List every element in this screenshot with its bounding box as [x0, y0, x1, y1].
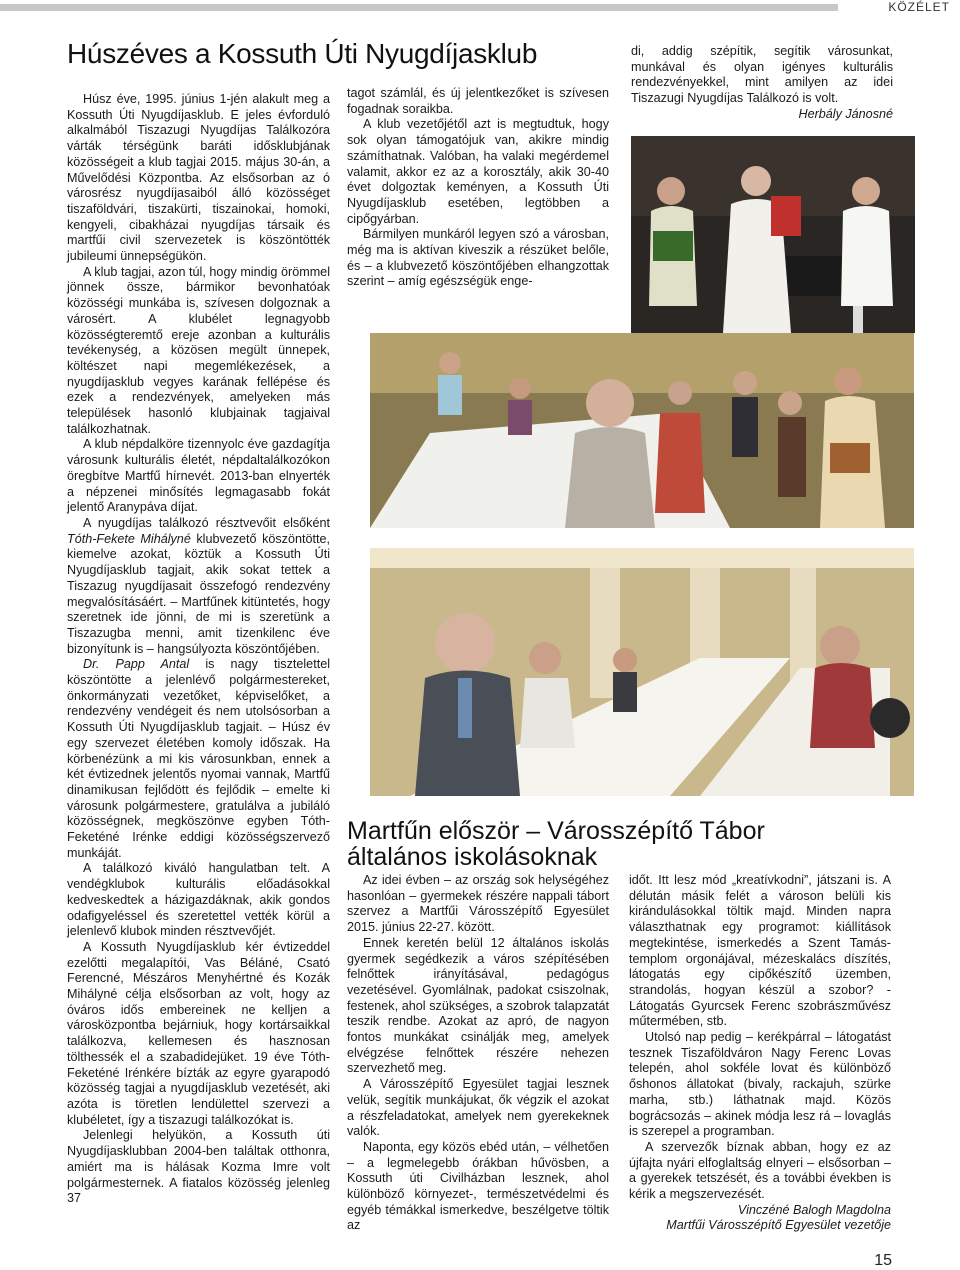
paragraph: Bármilyen munkáról legyen szó a városban, még ma is aktívan kiveszik a részüket belőle, és – a klubvezető köszöntőjében elhangzottak szerint – amíg egészségük enge-: [347, 227, 609, 289]
photo-stage-greeting: [631, 136, 915, 333]
paragraph: Az idei évben – az ország sok helységéhez hasonlóan – gyermekek részére nappali tábort szervez a Martfűi Városszépítő Egyesület 2015. június 22-27. között.: [347, 873, 609, 935]
paragraph: A nyugdíjas találkozó résztvevőit elsőként Tóth-Fekete Mihályné klubvezető köszöntötte, kiemelve azokat, köztük a Kossuth Úti Nyugdíjasklub tagjait, akik sokat tettek a Tiszazug nyugdíjasait összefogó rendezvény megvalósításáért. – Martfűnek kitüntetés, hogy szeretnek ide jönni, de mi is szeretünk a Tiszazugba menni, amit tizenkilenc éve bizonyítunk is – hangsúlyozta köszöntőjében.: [67, 515, 330, 656]
paragraph: A Városszépítő Egyesület tagjai lesznek velük, segítik munkájukat, ők végzik el azokat a részfeladatokat, amelyek nem gyerekeknek valók.: [347, 1077, 609, 1139]
author-role: Martfűi Városszépítő Egyesület vezetője: [666, 1218, 891, 1233]
paragraph: A klub vezetőjétől azt is megtudtuk, hogy sok olyan támogatójuk van, akikre mindig számíthatnak. Valóban, ha valaki megérdemel valamit, akkor ez az a korosztály, akik 30-40 évet dolgoztak keményen, a Kossuth Úti Nyugdíjasklub esetében, legtöbben a cipőgyárban.: [347, 117, 609, 226]
paragraph: tagot számlál, és új jelentkezőket is szívesen fogadnak soraikba.: [347, 86, 609, 116]
paragraph: Húsz éve, 1995. június 1-jén alakult meg a Kossuth Úti Nyugdíjasklub. E jeles évforduló alkalmából Tiszazugi Nyugdíjas Találkozóra várták térségünk baráti idősklubjának közösségeit a klub tagjai 2015. május 30-án, a Művelődési Központba. Az elsősorban az ó városrész nyugdíjasaiból álló közösséget tiszaföldvári, tiszakürti, tiszainokai, homoki, kengyeli, cibakházai nyugdíjas társaik és martfűi civil szervezetek is köszöntötték jubileumi ünnepségükön.: [67, 92, 330, 264]
author-signature: Herbály Jánosné: [798, 106, 893, 121]
photo-audience: [370, 333, 914, 528]
paragraph: Jelenlegi helyükön, a Kossuth úti Nyugdíjasklubban 2004-ben találtak otthonra, amiért ma is hálásak Kozma Imre volt polgármesternek. A fiatalos közösség jelenleg 37: [67, 1128, 330, 1206]
article-title-2: Martfűn először – Városszépítő Tábor általános iskolásoknak: [347, 817, 765, 871]
article-2-column-2: [629, 873, 891, 1234]
paragraph: Naponta, egy közös ebéd után, – vélhetően – a legmelegebb órákban hűvösben, a Kossuth úti Civilházban lesznek, ahol különböző környezet-, természetvédelmi és egyéb témákkal ismerkedve, beszélgetve töltik az: [347, 1139, 609, 1233]
paragraph: A klub népdalköre tizennyolc éve gazdagítja városunk kulturális életét, népdaltalálkozókon öregbítve Martfű hírnevét. 2013-ban elnyerték a népzenei minősítés legmagasabb fokát jelentő Aranypáva díjat.: [67, 437, 330, 515]
paragraph: di, addig szépítik, segítik városunkat, munkával és olyan igényes kulturális rendezvényekkel, mint amilyen az idei Tiszazugi Nyugdíjas Találkozó is volt.: [631, 44, 893, 106]
header-rule: [0, 4, 838, 11]
article-column-1: [67, 92, 330, 1207]
article-2-column-1: [347, 873, 609, 1234]
paragraph: A Kossuth Nyugdíjasklub kér évtizeddel ezelőtti megalapítói, Vas Béláné, Csató Ferencné, Mészáros Menyhértné és Kozák Mihályné célja elsősorban az volt, hogy az óváros idős embereinek ne kelljen a városközpontba bejárniuk, hogy kortársaikkal találkozva, kellemesen és hasznosan tölthessék el a szabadidejüket. 19 éve Tóth-Feketéné Irénkére bízták az egyre gyarapodó közösség tagjai a nyugdíjasklub vezetését, aki azóta is töretlen lendülettel szervezi a klubéletet, így a tiszazugi találkozókat is.: [67, 939, 330, 1127]
article-title: Húszéves a Kossuth Úti Nyugdíjasklub: [67, 38, 538, 69]
article-column-3: [631, 44, 893, 123]
photo-banquet: [370, 548, 914, 796]
paragraph: A találkozó kiváló hangulatban telt. A vendégklubok kulturális előadásokkal kedveskedtek a házigazdáknak, akik gondos odafigyeléssel és szeretettel vették körül a jelenlevő klubok minden résztvevőjét.: [67, 861, 330, 939]
author-signature: Vinczéné Balogh Magdolna: [737, 1202, 891, 1217]
page-number: 15: [874, 1252, 892, 1269]
paragraph: A szervezők bíznak abban, hogy ez az újfajta nyári elfoglaltság elnyeri – elsősorban – a gyerekek tetszését, és a további években is kérik a megszervezését.: [629, 1139, 891, 1202]
person-name: Dr. Papp Antal: [83, 657, 190, 672]
paragraph: időt. Itt lesz mód „kreatívkodni”, játszani is. A délután másik felét a városon belüli kis kirándulásokkal töltik majd. Minden napra választhatnak egy programot: kiállítások megtekintése, ismerkedés a Szent Tamás-templom orgonájával, mézeskalács díszítés, látogatás egy cipőkészítő üzemben, strandolás, hogyan készül a szobor? - Látogatás Gyurcsek Ferenc szobrászművész műtermében, stb.: [629, 873, 891, 1029]
paragraph: Dr. Papp Antal is nagy tisztelettel köszöntötte a jelenlévő polgármestereket, önkormányzati vezetőket, képviselőket, a rendezvény vendégeit és nem utolsósorban a Kossuth Úti Nyugdíjasklub tagjait. – Húsz év egy szervezet életében komoly időszak. Ha körbenézünk a mi kis városunkban, ennek a két évtizednek jelentős nyomai vannak, Martfű dinamikusan fejlődött és fejlődik – emelte ki városunk polgármestere, gratulálva a jubiláló közösségnek, megköszönve egyben Tóth-Feketéné Irénke eddigi közösségszervező munkáját.: [67, 657, 330, 860]
paragraph: Utolsó nap pedig – kerékpárral – látogatást tesznek Tiszaföldváron Nagy Ferenc Lovas telepén, ahol sokféle lovat és különböző őshonos állatokat (bivaly, rackajuh, szürke marha, stb.) láthatnak majd. Közös bográcsozás – akinek módja lesz rá – lovaglás is szerepel a programban.: [629, 1030, 891, 1139]
article-column-2: [347, 86, 609, 290]
paragraph: A klub tagjai, azon túl, hogy mindig örömmel jönnek össze, bármikor bevonhatóak közösségi munkába is, szívesen dolgoznak a városért. A klubélet legnagyobb közösségteremtő ereje azonban a kulturális tevékenység, a közösen megült ünnepek, költészet napi megemlékezések, a nyugdíjasklub vegyes karának fellépése és ezek a rendezvények, amelyeken más települések hasonló klubjainak tagjaival találkozhatnak.: [67, 264, 330, 436]
paragraph: Ennek keretén belül 12 általános iskolás gyermek segédkezik a város szépítésében felnőttek irányításával, pedagógus vezetésével. Gyomlálnak, padokat csiszolnak, festenek, ahol szükséges, a szobrok talapzatát teszik rendbe. Azokat az apró, de nagyon fontos munkákat csinálják meg, amelyek elvégzése felnőttek részére nehezen szervezhető meg.: [347, 935, 609, 1076]
person-name: Tóth-Fekete Mihályné: [67, 531, 191, 546]
section-label: KÖZÉLET: [888, 0, 950, 14]
